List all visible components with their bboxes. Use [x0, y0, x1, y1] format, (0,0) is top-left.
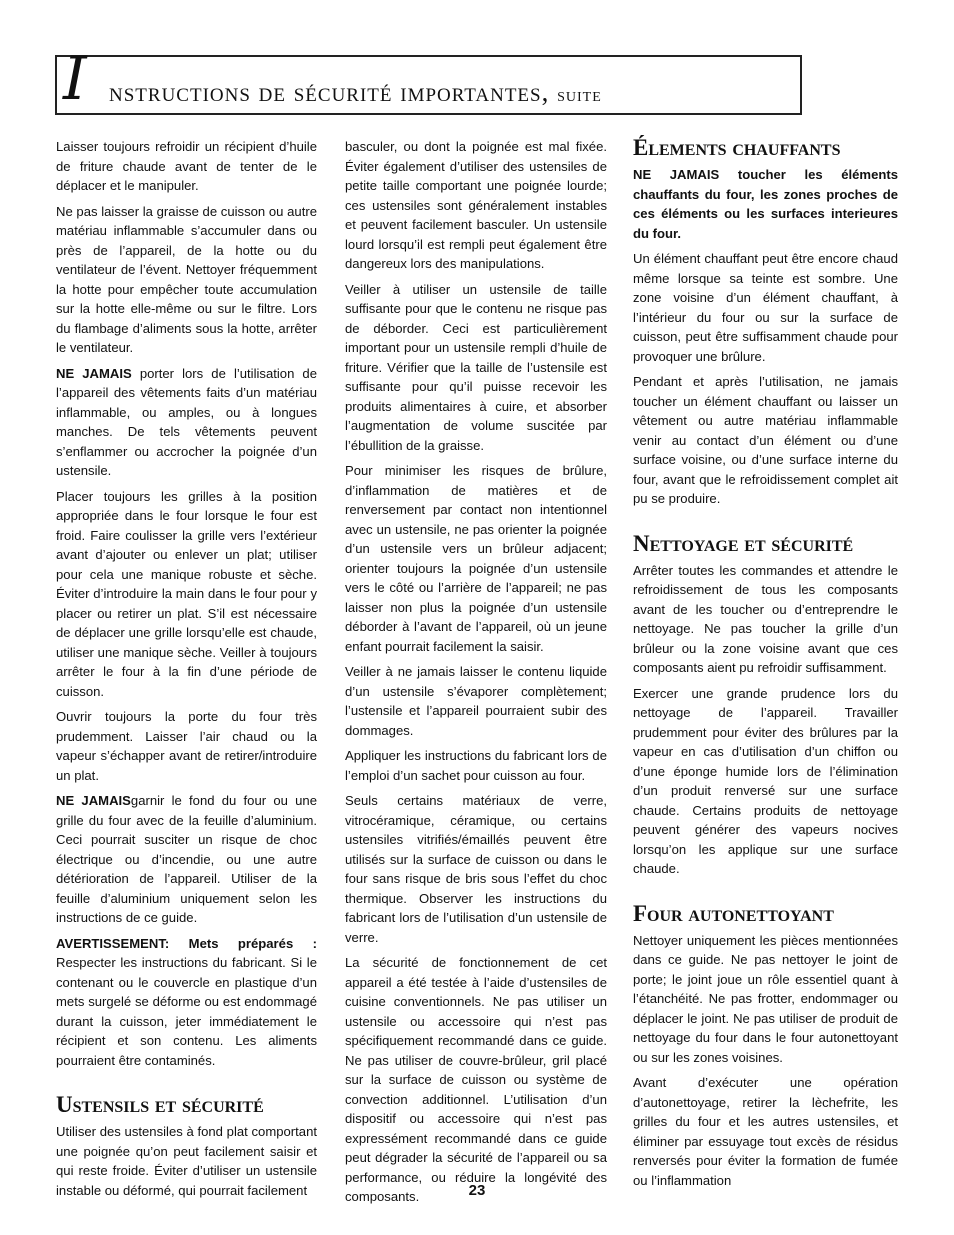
title-initial: I: [63, 44, 87, 114]
title-suffix: suite: [557, 84, 602, 106]
paragraph: Veiller à utiliser un ustensile de taille suffisante pour que le contenu ne risque pas de déborder. Ceci est particulièrement important pour un ustensile rempli d’huile de friture. Vérifier que la taille de l’ustensile est suffisante pour qu’il puisse recevoir les produits alimentaires à cuire, et absorber l’augmentation de volume suscitée par l’ébullition de la graisse.: [345, 281, 607, 453]
paragraph: Seuls certains matériaux de verre, vitrocéramique, céramique, ou certains ustensiles vitrifiés/émaillés peuvent être utilisés sur la surface de cuisson ou dans le four sans risque de bris sous l’effet du choc thermique. Observer les instructions du fabricant lors de l’utilisation d’un ustensile de verre.: [345, 793, 607, 945]
paragraph: [56, 934, 317, 1071]
paragraph: Un élément chauffant peut être encore chaud même lorsque sa teinte est sombre. Une zone voisine d’un élément chauffant, à l’intérieur du four ou sur la surface de cuisson, peut être suffisamment chaude pour provoquer une brûlure.: [633, 251, 898, 364]
paragraph: Veiller à ne jamais laisser le contenu liquide d’un ustensile s’évaporer complètement; l’ustensile et l’appareil pourraient subir des dommages.: [345, 664, 607, 738]
paragraph: Appliquer les instructions du fabricant lors de l’emploi d’un sachet pour cuisson au four.: [345, 748, 607, 783]
paragraph: [56, 364, 317, 481]
section-heading-four: Four autonettoyant: [633, 900, 834, 926]
paragraph: Placer toujours les grilles à la position appropriée dans le four lorsque le four est froid. Faire coulisser la grille vers l’extérieur avant d’ajouter ou enlever un plat; utiliser pour cela une manique robuste et sèche. Éviter d’introduire la main dans le four pour y placer ou retirer un plat. S’il est nécessaire de déplacer une grille lorsqu’elle est chaude, utiliser une manique sèche. Veiller à toujours arrêter le four à la fin d’une période de cuisson.: [56, 488, 317, 699]
column-2: [345, 137, 607, 1213]
paragraph: Ne pas laisser la graisse de cuisson ou autre matériau inflammable s’accumuler dans ou près de l’appareil, de la hotte ou du ventilateur de l’évent. Nettoyer fréquemment la hotte pour empêcher toute accumulation sur la hotte elle-même ou sur le filtre. Lors du flambage d’aliments sous la hotte, arrêter le ventilateur.: [56, 203, 317, 355]
paragraph: Laisser toujours refroidir un récipient d’huile de friture chaude avant de tenter de le déplacer et le manipuler.: [56, 139, 317, 193]
column-1: [56, 137, 317, 1206]
paragraph: basculer, ou dont la poignée est mal fixée. Éviter également d’utiliser des ustensiles de petite taille comportant une poignée lourde; ces ustensiles sont généralement instables et peuvent facilement basculer. Un ustensile lourd lorsqu’il est rempli peut également être dangereux lors des manipulations.: [345, 139, 607, 271]
paragraph-text: Respecter les instructions du fabricant. Si le contenant ou le couvercle en plastique d’un mets surgelé se déforme ou est endommagé durant la cuisson, jeter immédiatement le récipient et son contenu. Les aliments pourraient être contaminés.: [56, 955, 317, 1068]
bold-warning: NE JAMAIS: [56, 365, 132, 381]
paragraph: Utiliser des ustensiles à fond plat comportant une poignée qu’on peut facilement saisir et qui reste froide. Éviter d’utiliser un ustensile instable ou déformé, qui pourrait facilement: [56, 1124, 317, 1198]
paragraph: Exercer une grande prudence lors du nettoyage de l’appareil. Travailler prudemment pour éviter des brûlures par la vapeur en cas d’utilisation d’un chiffon ou d’une éponge humide lors de l’élimination d’un produit renversé sur une surface chaude. Certains produits de nettoyage peuvent générer des vapeurs nocives lorsqu’on les applique sur une surface chaude.: [633, 685, 898, 876]
bold-warning: NE JAMAIS toucher les éléments chauffants du four, les zones proches de ces éléments ou les surfaces interieures du four.: [633, 167, 898, 241]
paragraph: La sécurité de fonctionnement de cet appareil a été testée à l’aide d’ustensiles de cuisine conventionnels. Ne pas utiliser un ustensile ou accessoire qui n’est pas spécifiquement recommandé dans ce guide. Ne pas utiliser de couvre-brûleur, gril placé sur la surface de cuisson ou système de convection additionnel. L’utilisation d’un dispositif ou accessoire qui n’est pas expressément recommandé dans ce guide peut dégrader la sécurité de l’appareil ou sa performance, ou réduire la longévité des composants.: [345, 955, 607, 1204]
section-heading-elements: Élements chauffants: [633, 135, 841, 160]
paragraph: Nettoyer uniquement les pièces mentionnées dans ce guide. Ne pas nettoyer le joint de porte; le joint joue un rôle essentiel quant à l’étanchéité. Ne pas frotter, endommager ou déplacer le joint. Ne pas utiliser de produit de nettoyage du four dans le four autonettoyant ou sur les zones voisines.: [633, 932, 898, 1065]
paragraph-text: garnir le fond du four ou une grille du four avec de la feuille d’aluminium. Ceci pourrait susciter un risque de choc électrique ou d’incendie, ou une autre détérioration de l’appareil. Utiliser de la feuille d’aluminium uniquement selon les instructions de ce guide.: [56, 793, 317, 925]
section-heading-nettoyage: Nettoyage et sécurité: [633, 530, 854, 556]
paragraph-text: porter lors de l’utilisation de l’appareil des vêtements faits d’un matériau inflammable, ou amples, ou à longues manches. De tels vêtements peuvent s’enflammer ou accrocher la poignée d’un ustensile.: [56, 365, 317, 478]
paragraph: [56, 791, 317, 928]
page-title-box: [55, 44, 802, 115]
page-number: 23: [468, 1182, 486, 1199]
section-heading-ustensils: Ustensils et sécurité: [56, 1092, 264, 1117]
page-title: [109, 77, 602, 110]
bold-warning: NE JAMAIS: [56, 793, 131, 808]
paragraph: Pour minimiser les risques de brûlure, d’inflammation de matières et de renversement par contact non intentionnel avec un ustensile, ne pas orienter la poignée d’un ustensile vers un brûleur adjacent; orienter toujours la poignée d’un ustensile vers le côté ou l’arrière de l’appareil; ne pas laisser non plus la poignée d’un ustensile déborder à l’avant de l’appareil, où un jeune enfant pourrait facilement la saisir.: [345, 463, 607, 654]
paragraph: Avant d’exécuter une opération d’autonettoyage, retirer la lèchefrite, les grilles du four et les autres ustensiles, et éliminer par essuyage tout excès de résidus renversés pour éviter la formation de fumée ou l’inflammation: [633, 1075, 898, 1188]
title-main: nstructions de sécurité importantes,: [109, 77, 550, 107]
bold-warning: AVERTISSEMENT: Mets préparés :: [56, 935, 317, 951]
paragraph: Ouvrir toujours la porte du four très prudemment. Laisser l’air chaud ou la vapeur s’échapper avant de retirer/introduire un plat.: [56, 709, 317, 783]
column-3: [633, 133, 898, 1196]
paragraph: Pendant et après l’utilisation, ne jamais toucher un élément chauffant ou laisser un vêtement ou autre matériau inflammable venir au contact d’un élément ou d’une surface voisine, ou d’une surface interne du four, avant que le refroidissement complet ait pu se produire.: [633, 374, 898, 506]
paragraph: Arrêter toutes les commandes et attendre le refroidissement de tous les composants avant de les toucher ou d’entreprendre le nettoyage. Ne pas toucher la grille d’un brûleur ou la zone voisine avant que ces composants aient pu refroidir suffisamment.: [633, 562, 898, 675]
